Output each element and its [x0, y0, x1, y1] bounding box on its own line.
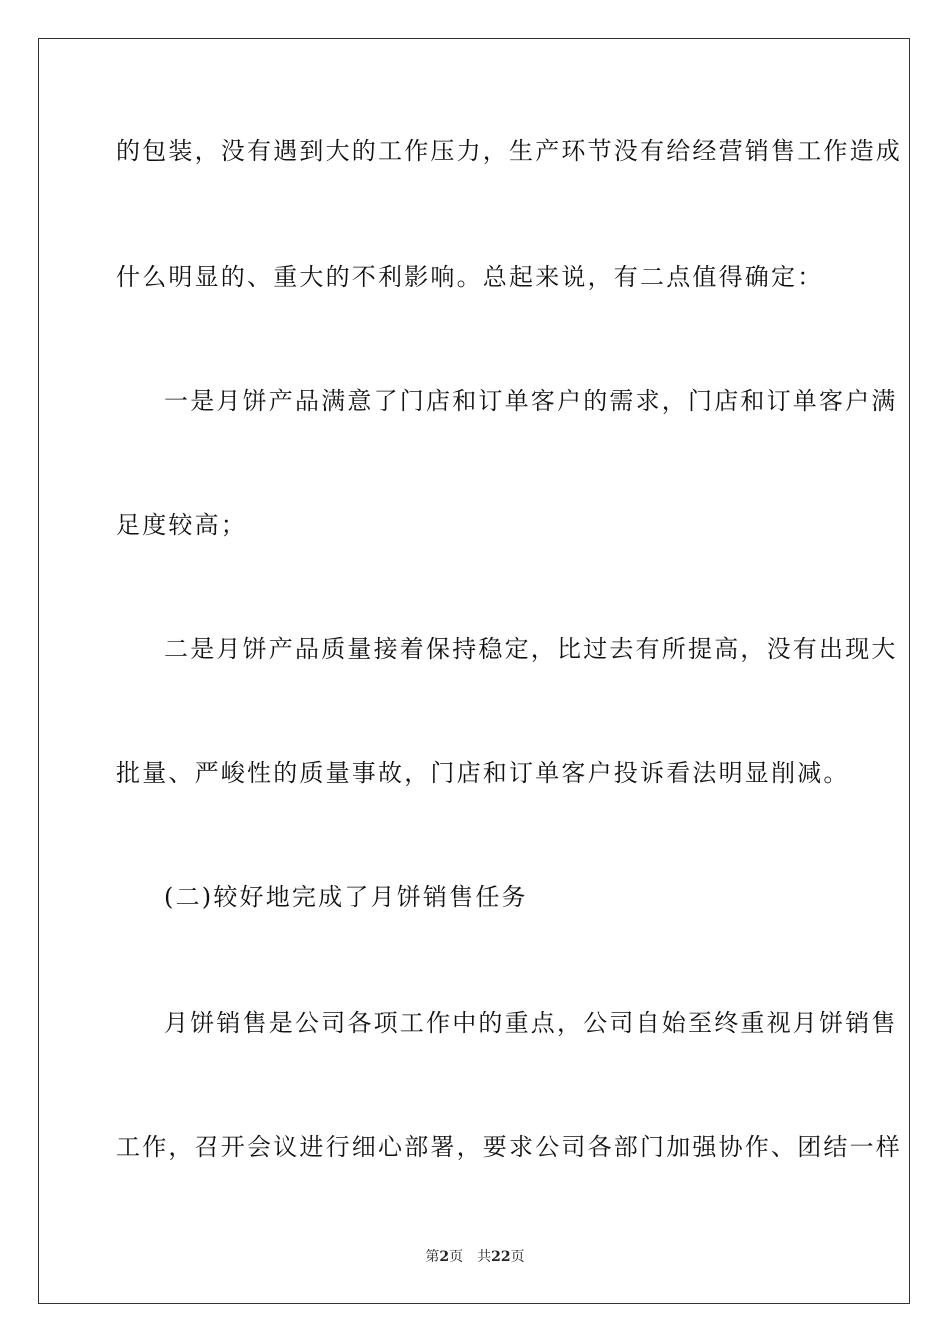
- body-line: 一是月饼产品满意了门店和订单客户的需求，门店和订单客户满: [164, 387, 898, 415]
- footer-total-suffix: 页: [510, 1249, 525, 1265]
- body-line: 足度较高；: [116, 511, 247, 539]
- body-line: 月饼销售是公司各项工作中的重点，公司自始至终重视月饼销售: [164, 1009, 898, 1037]
- body-line: 批量、严峻性的质量事故，门店和订单客户投诉看法明显削减。: [116, 759, 850, 787]
- page-footer: [0, 1248, 950, 1266]
- footer-page-number: 2: [439, 1249, 450, 1265]
- body-line: 的包装，没有遇到大的工作压力，生产环节没有给经营销售工作造成: [116, 137, 902, 165]
- footer-page-suffix: 页: [449, 1249, 464, 1265]
- body-line: 什么明显的、重大的不利影响。总起来说，有二点值得确定：: [116, 263, 824, 291]
- page-border: [38, 38, 910, 1304]
- body-line: 二是月饼产品质量接着保持稳定，比过去有所提高，没有出现大: [164, 635, 898, 663]
- body-line: 工作，召开会议进行细心部署，要求公司各部门加强协作、团结一样: [116, 1133, 902, 1161]
- footer-total-prefix: 共: [477, 1249, 492, 1265]
- footer-total-pages: 22: [491, 1249, 511, 1265]
- section-heading: (二)较好地完成了月饼销售任务: [164, 883, 528, 911]
- footer-page-prefix: 第: [425, 1249, 440, 1265]
